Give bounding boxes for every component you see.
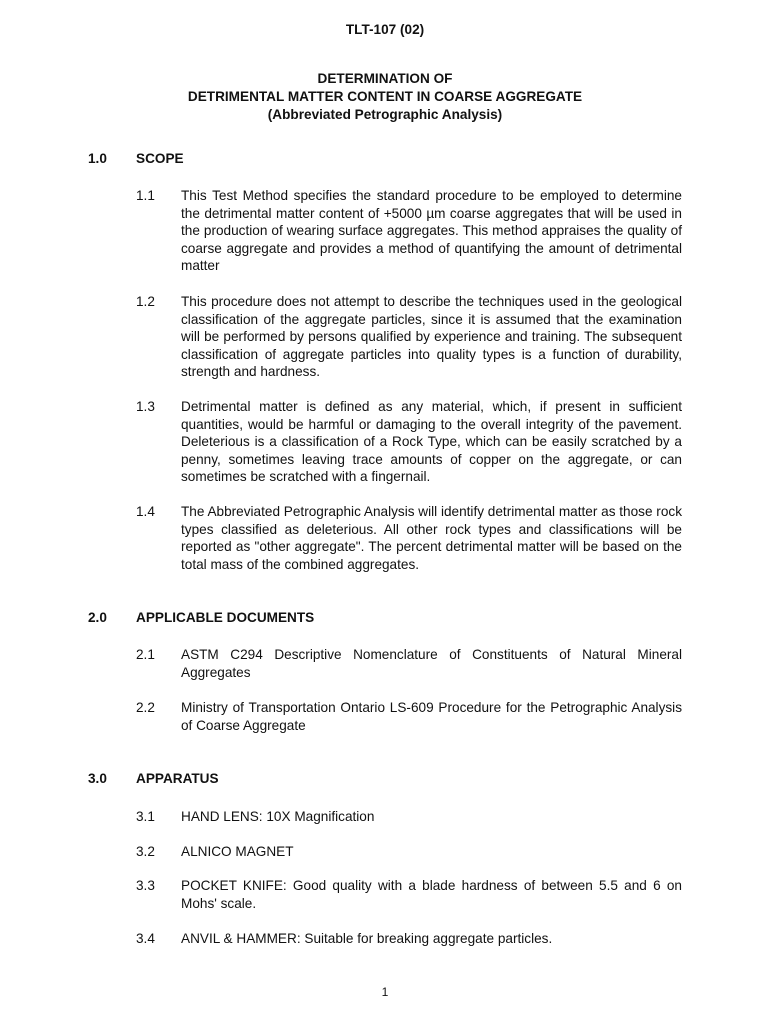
item-text: This procedure does not attempt to describe the techniques used in the geological classification of the aggregate particles, since it is assumed that the examination will be performed by persons qualified by experience and training. The subsequent classification of aggregate particles into quality types is a function of durability, strength and hardness. bbox=[181, 294, 682, 380]
list-item bbox=[136, 187, 682, 275]
section-number: 3.0 bbox=[88, 771, 107, 786]
item-number: 3.1 bbox=[136, 809, 155, 824]
page-number: 1 bbox=[381, 985, 389, 999]
item-text: HAND LENS: 10X Magnification bbox=[181, 809, 375, 824]
section-heading-scope bbox=[88, 151, 184, 166]
list-item bbox=[136, 503, 682, 573]
item-number: 2.2 bbox=[136, 700, 155, 715]
document-title bbox=[0, 70, 770, 124]
item-text: The Abbreviated Petrographic Analysis will identify detrimental matter as those rock types classified as deleterious. All other rock types and classifications will be reported as "other aggregate". The percent detrimental matter will be based on the total mass of the combined aggregates. bbox=[181, 504, 682, 572]
list-item bbox=[136, 293, 682, 381]
list-item bbox=[136, 808, 682, 826]
item-text: This Test Method specifies the standard procedure to be employed to determine the detrimental matter content of +5000 µm coarse aggregates that will be used in the production of wearing surface aggregates. This method appraises the quality of coarse aggregate and provides a method of quantifying the amount of detrimental matter bbox=[181, 188, 682, 274]
section-number: 2.0 bbox=[88, 610, 107, 625]
item-number: 3.3 bbox=[136, 878, 155, 893]
list-item bbox=[136, 930, 682, 948]
document-id: TLT-107 (02) bbox=[345, 22, 425, 37]
item-number: 3.2 bbox=[136, 844, 155, 859]
list-item bbox=[136, 699, 682, 734]
title-line-3: (Abbreviated Petrographic Analysis) bbox=[267, 107, 503, 122]
item-text: ANVIL & HAMMER: Suitable for breaking aggregate particles. bbox=[181, 931, 553, 946]
item-text: Detrimental matter is defined as any material, which, if present in sufficient quantities, would be harmful or damaging to the overall integrity of the pavement. Deleterious is a classification of a Rock Type, which can be easily scratched by a penny, sometimes leaving trace amounts of copper on the aggregate, or can sometimes be scratched with a fingernail. bbox=[181, 399, 682, 485]
item-number: 3.4 bbox=[136, 931, 155, 946]
section-title: APPARATUS bbox=[136, 771, 219, 786]
item-number: 1.3 bbox=[136, 399, 155, 414]
section-title: APPLICABLE DOCUMENTS bbox=[136, 610, 315, 625]
title-line-2: DETRIMENTAL MATTER CONTENT IN COARSE AGGREGATE bbox=[187, 89, 583, 104]
item-number: 2.1 bbox=[136, 647, 155, 662]
item-text: ASTM C294 Descriptive Nomenclature of Constituents of Natural Mineral Aggregates bbox=[181, 647, 682, 680]
item-number: 1.1 bbox=[136, 188, 155, 203]
title-line-1: DETERMINATION OF bbox=[317, 71, 453, 86]
item-text: ALNICO MAGNET bbox=[181, 844, 294, 859]
section-title: SCOPE bbox=[136, 151, 184, 166]
list-item bbox=[136, 646, 682, 681]
item-text: Ministry of Transportation Ontario LS-609 Procedure for the Petrographic Analysis of Coarse Aggregate bbox=[181, 700, 682, 733]
section-heading-applicable-documents bbox=[88, 610, 314, 625]
item-number: 1.2 bbox=[136, 294, 155, 309]
list-item bbox=[136, 877, 682, 912]
item-number: 1.4 bbox=[136, 504, 155, 519]
section-heading-apparatus bbox=[88, 771, 219, 786]
list-item bbox=[136, 843, 682, 861]
section-number: 1.0 bbox=[88, 151, 107, 166]
item-text: POCKET KNIFE: Good quality with a blade hardness of between 5.5 and 6 on Mohs' scale. bbox=[181, 878, 682, 911]
list-item bbox=[136, 398, 682, 486]
